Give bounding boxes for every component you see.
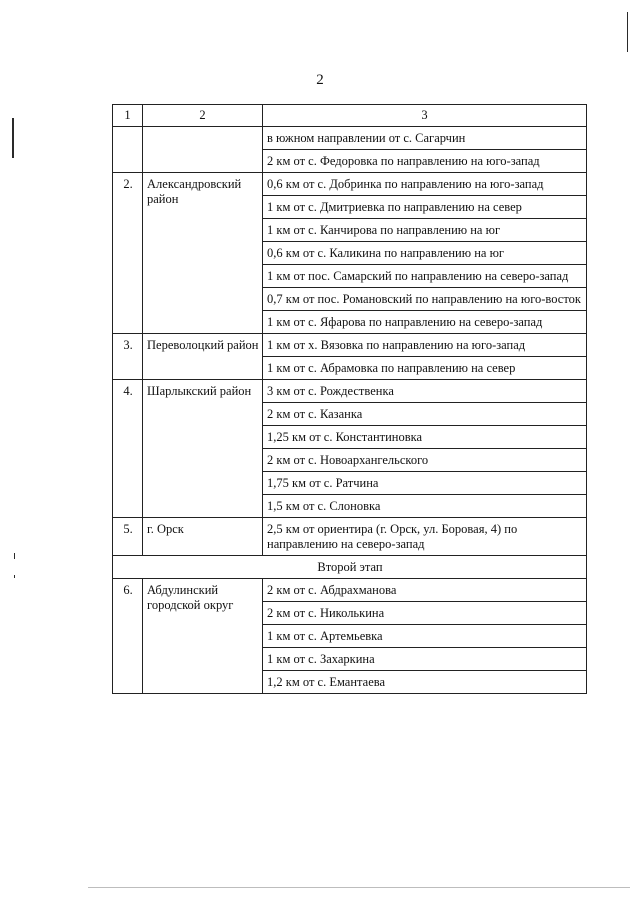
table-row — [113, 334, 587, 357]
district-name: Переволоцкий район — [143, 334, 263, 380]
district-name: Абдулинский городской округ — [143, 579, 263, 694]
site-location: 1 км от с. Яфарова по направлению на северо-запад — [263, 311, 587, 334]
stage-label: Второй этап — [113, 556, 587, 579]
scan-margin-mark — [12, 118, 14, 158]
site-location: 2 км от с. Федоровка по направлению на юго-запад — [263, 150, 587, 173]
sites-table — [112, 104, 587, 694]
site-location: 1 км от с. Канчирова по направлению на юг — [263, 219, 587, 242]
scan-edge-mark — [627, 12, 628, 52]
site-location: 1,5 км от с. Слоновка — [263, 495, 587, 518]
site-location: 1 км от с. Артемьевка — [263, 625, 587, 648]
page-number: 2 — [316, 72, 324, 88]
site-location: 1 км от с. Захаркина — [263, 648, 587, 671]
table-row — [113, 127, 587, 150]
site-location: 0,6 км от с. Каликина по направлению на юг — [263, 242, 587, 265]
site-location: в южном направлении от с. Сагарчин — [263, 127, 587, 150]
table-row — [113, 579, 587, 602]
row-number: 4. — [113, 380, 143, 518]
stage-row — [113, 556, 587, 579]
district-name: Шарлыкский район — [143, 380, 263, 518]
row-number: 2. — [113, 173, 143, 334]
row-number: 3. — [113, 334, 143, 380]
row-number: 6. — [113, 579, 143, 694]
site-location: 2 км от с. Казанка — [263, 403, 587, 426]
site-location: 0,6 км от с. Добринка по направлению на юго-запад — [263, 173, 587, 196]
table-header-row — [113, 105, 587, 127]
site-location: 1 км от пос. Самарский по направлению на северо-запад — [263, 265, 587, 288]
site-location: 1,75 км от с. Ратчина — [263, 472, 587, 495]
row-number: 5. — [113, 518, 143, 556]
site-location: 1 км от с. Абрамовка по направлению на север — [263, 357, 587, 380]
row-number — [113, 127, 143, 173]
site-location: 2 км от с. Абдрахманова — [263, 579, 587, 602]
site-location: 2,5 км от ориентира (г. Орск, ул. Боровая, 4) по направлению на северо-запад — [263, 518, 587, 556]
site-location: 1,25 км от с. Константиновка — [263, 426, 587, 449]
site-location: 1,2 км от с. Емантаева — [263, 671, 587, 694]
site-location: 0,7 км от пос. Романовский по направлению на юго-восток — [263, 288, 587, 311]
header-col-3: 3 — [263, 105, 587, 127]
district-name — [143, 127, 263, 173]
site-location: 1 км от с. Дмитриевка по направлению на север — [263, 196, 587, 219]
scan-bottom-rule — [88, 887, 630, 888]
district-name: г. Орск — [143, 518, 263, 556]
scan-margin-mark — [14, 553, 15, 559]
district-name: Александровский район — [143, 173, 263, 334]
site-location: 2 км от с. Николькина — [263, 602, 587, 625]
table-row — [113, 518, 587, 556]
table-row — [113, 380, 587, 403]
site-location: 3 км от с. Рождественка — [263, 380, 587, 403]
site-location: 2 км от с. Новоархангельского — [263, 449, 587, 472]
scan-margin-mark — [14, 575, 15, 578]
header-col-2: 2 — [143, 105, 263, 127]
table-row — [113, 173, 587, 196]
site-location: 1 км от х. Вязовка по направлению на юго-запад — [263, 334, 587, 357]
header-col-1: 1 — [113, 105, 143, 127]
